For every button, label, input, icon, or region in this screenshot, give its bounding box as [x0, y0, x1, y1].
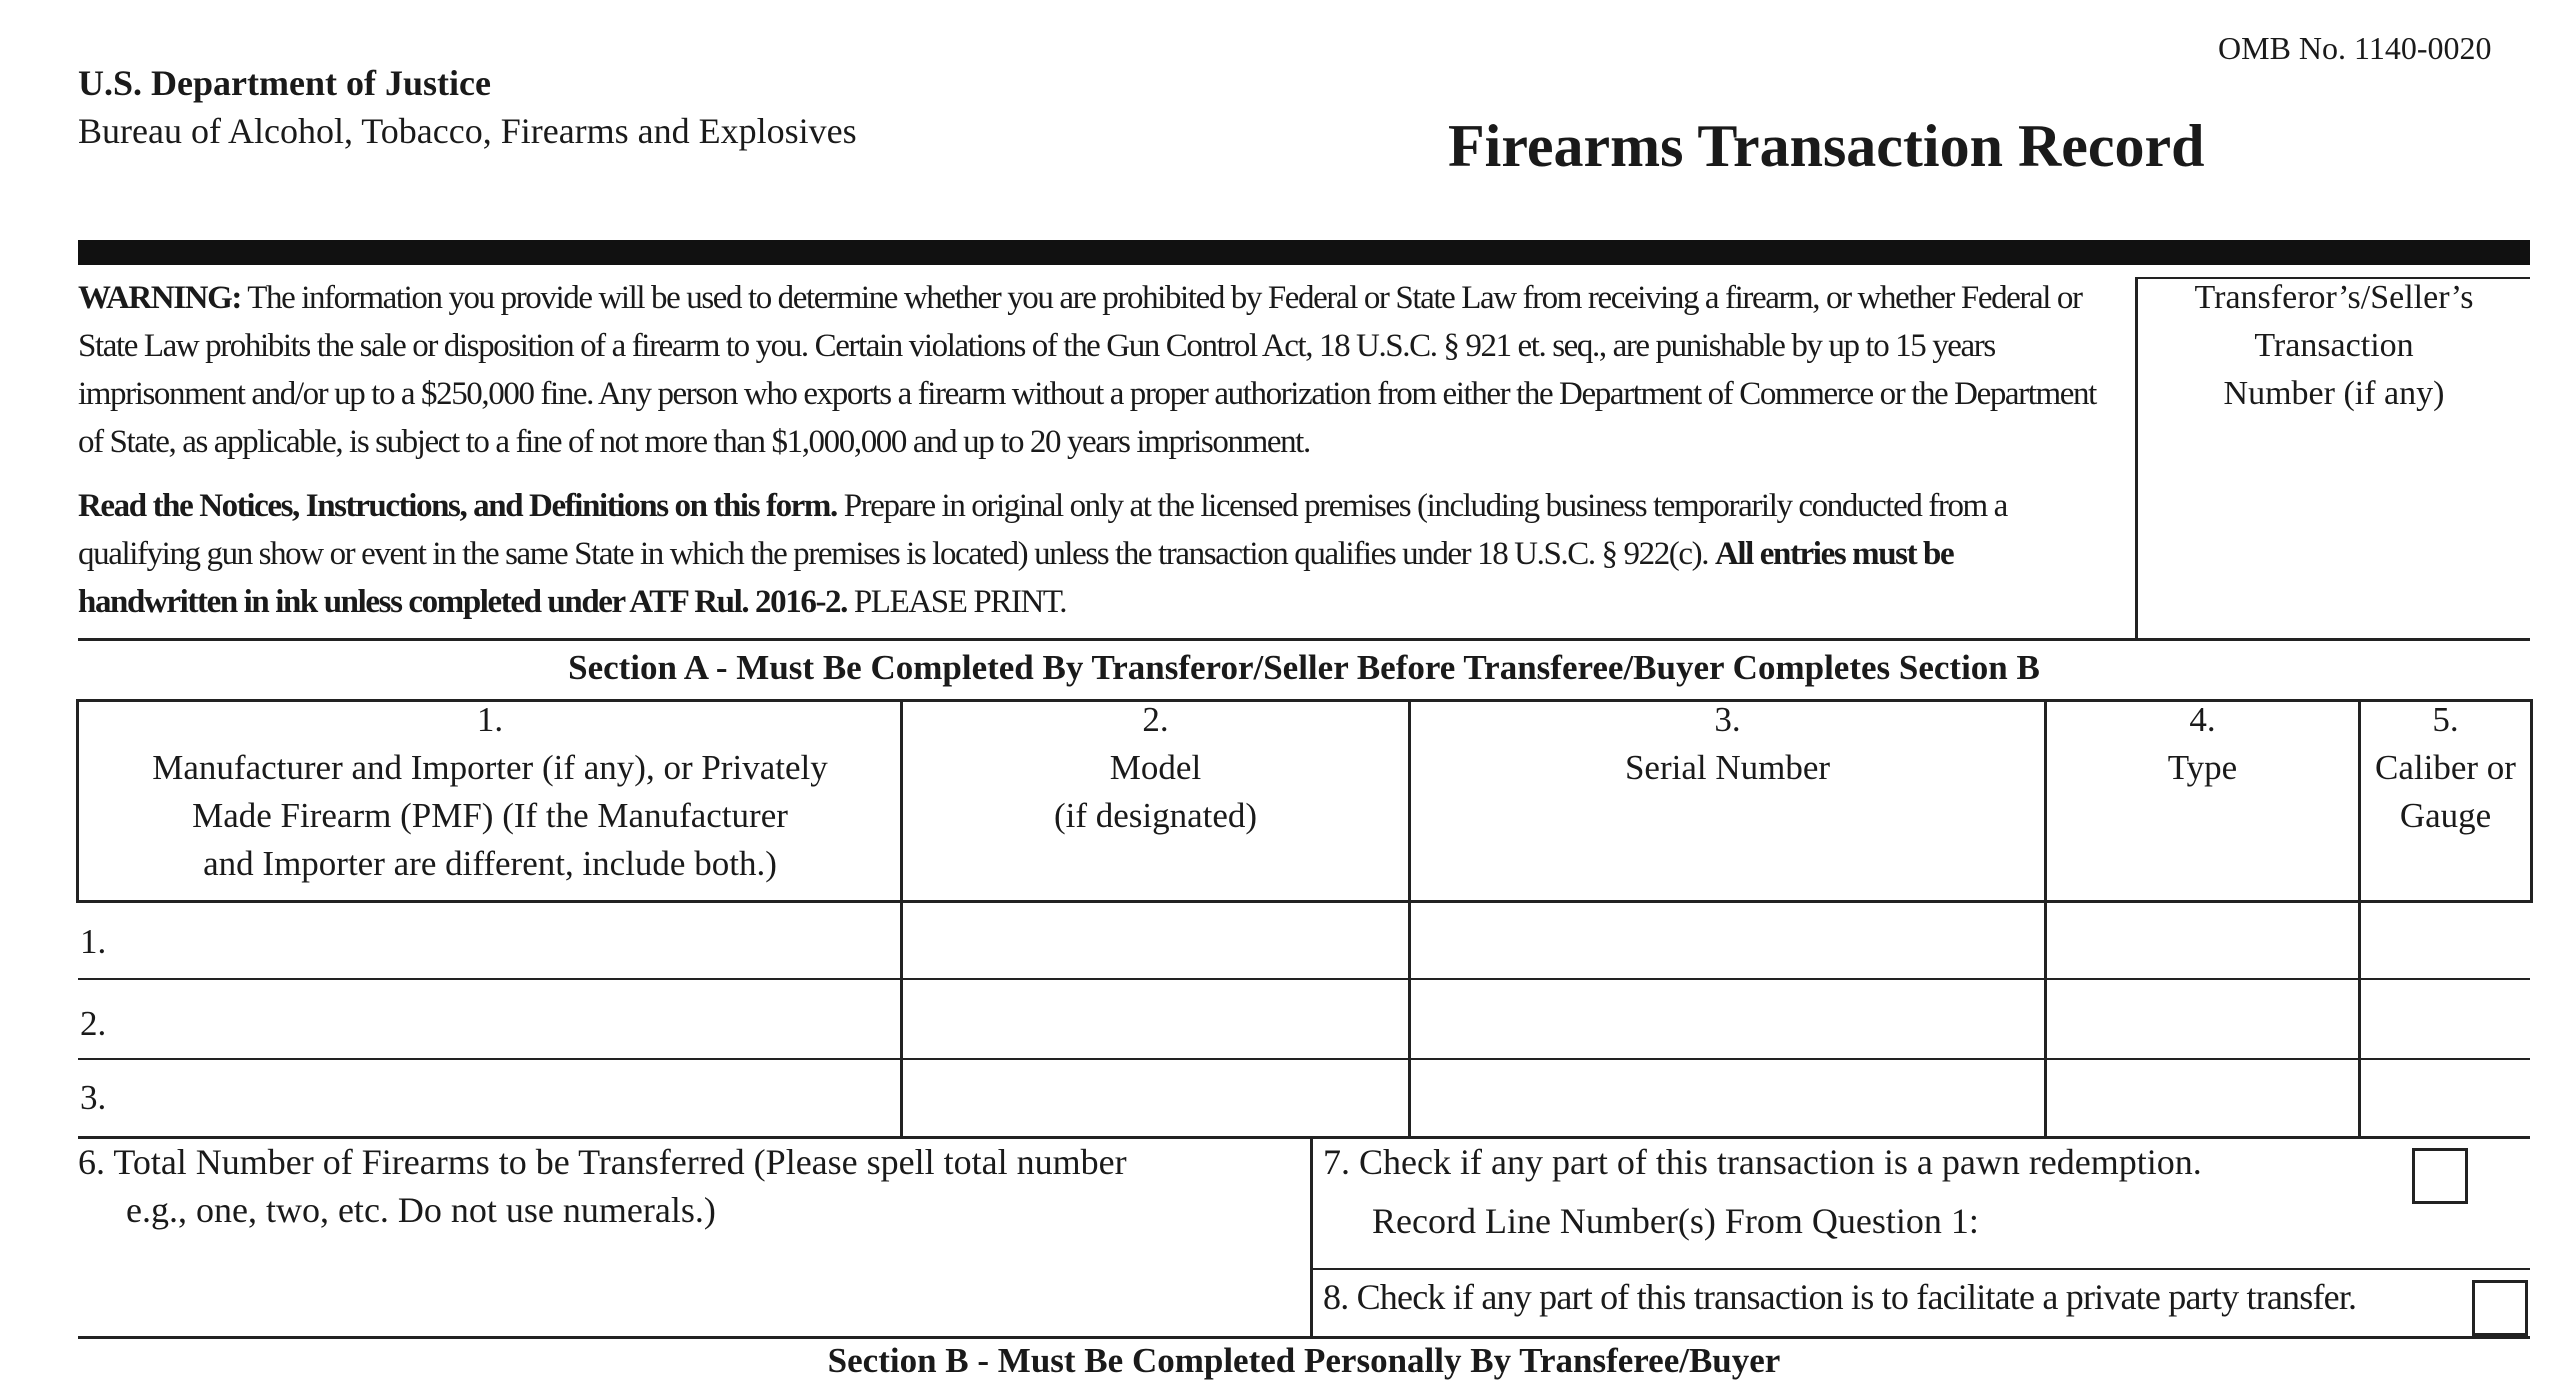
seller-box-line1: Transferor’s/Seller’s — [2194, 279, 2474, 316]
column-header-serial — [1411, 696, 2044, 792]
column-3-line1: Serial Number — [1624, 748, 1831, 787]
q6-q7-divider — [1310, 1136, 1313, 1336]
column-3-number: 3. — [1714, 700, 1741, 739]
read-notice-label: Read the Notices, Instructions, and Definitions on this form. — [78, 488, 837, 524]
column-header-manufacturer — [80, 696, 900, 888]
seller-box-line2: Transaction — [2254, 327, 2414, 364]
section-a-title: Section A - Must Be Completed By Transferor/Seller Before Transferee/Buyer Completes Section B — [568, 648, 2040, 687]
table-row-1-number: 1. — [80, 922, 107, 961]
column-1-line3: and Importer are different, include both.) — [203, 844, 777, 883]
column-1-number: 1. — [476, 700, 504, 739]
table-left-border — [76, 699, 79, 903]
table-row-2-number: 2. — [80, 1004, 107, 1043]
column-1-line2: Made Firearm (PMF) (If the Manufacturer — [192, 796, 788, 835]
table-row-3-number: 3. — [80, 1078, 107, 1117]
column-header-model — [903, 696, 1408, 840]
column-4-number: 4. — [2189, 700, 2216, 739]
column-4-line1: Type — [2167, 748, 2238, 787]
bureau-name: Bureau of Alcohol, Tobacco, Firearms and Explosives — [78, 111, 857, 151]
column-1-line1: Manufacturer and Importer (if any), or Privately — [152, 748, 828, 787]
section-b-title: Section B - Must Be Completed Personally By Transferee/Buyer — [827, 1341, 1781, 1380]
record-line-number-label: Record Line Number(s) From Question 1: — [1372, 1201, 1979, 1241]
omb-number: OMB No. 1140-0020 — [2218, 30, 2492, 66]
warning-notice — [78, 274, 2118, 626]
header-divider — [78, 240, 2530, 265]
handwritten-notice: All entries must be handwritten in ink unless completed under ATF Rul. 2016-2. — [78, 536, 1954, 620]
question-7-text: 7. Check if any part of this transaction is a pawn redemption. — [1323, 1142, 2202, 1182]
column-2-number: 2. — [1142, 700, 1169, 739]
please-print: PLEASE PRINT. — [853, 584, 1067, 620]
table-right-border — [2530, 699, 2533, 903]
q7-bottom-line — [1310, 1268, 2530, 1270]
warning-bottom-line — [78, 638, 2530, 641]
department-name: U.S. Department of Justice — [78, 63, 491, 103]
table-header-bottom-line — [78, 900, 2530, 903]
table-row-line-1 — [78, 978, 2530, 980]
column-5-number: 5. — [2432, 700, 2459, 739]
column-2-line2: (if designated) — [1053, 796, 1258, 835]
private-party-transfer-checkbox[interactable] — [2472, 1280, 2528, 1336]
warning-label: WARNING: — [78, 280, 241, 316]
column-header-type — [2047, 696, 2358, 792]
question-6-line2: e.g., one, two, etc. Do not use numerals.) — [126, 1190, 716, 1230]
column-2-line1: Model — [1109, 748, 1202, 787]
transaction-number-box[interactable] — [2138, 274, 2530, 418]
warning-text: The information you provide will be used to determine whether you are prohibited by Federal or State Law from receiving a firearm, or whether Federal or State Law prohibits the sale or disposition of a firearm to you. Certain violations of the Gun Control Act, 18 U.S.C. § 921 et. seq., are punishable by up to 15 years imprisonment and/or up to a $250,000 fine. Any person who exports a firearm without a proper authorization from either the Department of Commerce or the Department of State, as applicable, is subject to a fine of not more than $1,000,000 and up to 20 years imprisonment. — [78, 280, 2096, 460]
pawn-redemption-checkbox[interactable] — [2412, 1148, 2468, 1204]
form-title: Firearms Transaction Record — [1448, 113, 2205, 179]
column-header-caliber — [2361, 696, 2530, 840]
read-notice-text: Prepare in original only at the licensed premises (including business temporarily conducted from a qualifying gun show or event in the same State in which the premises is located) unless the transaction qualifies under 18 U.S.C. § 922(c). — [78, 488, 2007, 572]
section-b-top-line — [78, 1336, 2530, 1339]
question-6-line1: 6. Total Number of Firearms to be Transferred (Please spell total number — [78, 1142, 1127, 1182]
column-5-line2: Gauge — [2399, 796, 2492, 835]
question-8-text: 8. Check if any part of this transaction is to facilitate a private party transfer. — [1323, 1277, 2357, 1317]
table-row-line-2 — [78, 1058, 2530, 1060]
column-5-line1: Caliber or — [2375, 748, 2516, 787]
question-6 — [78, 1138, 1127, 1234]
seller-box-line3: Number (if any) — [2223, 375, 2445, 412]
